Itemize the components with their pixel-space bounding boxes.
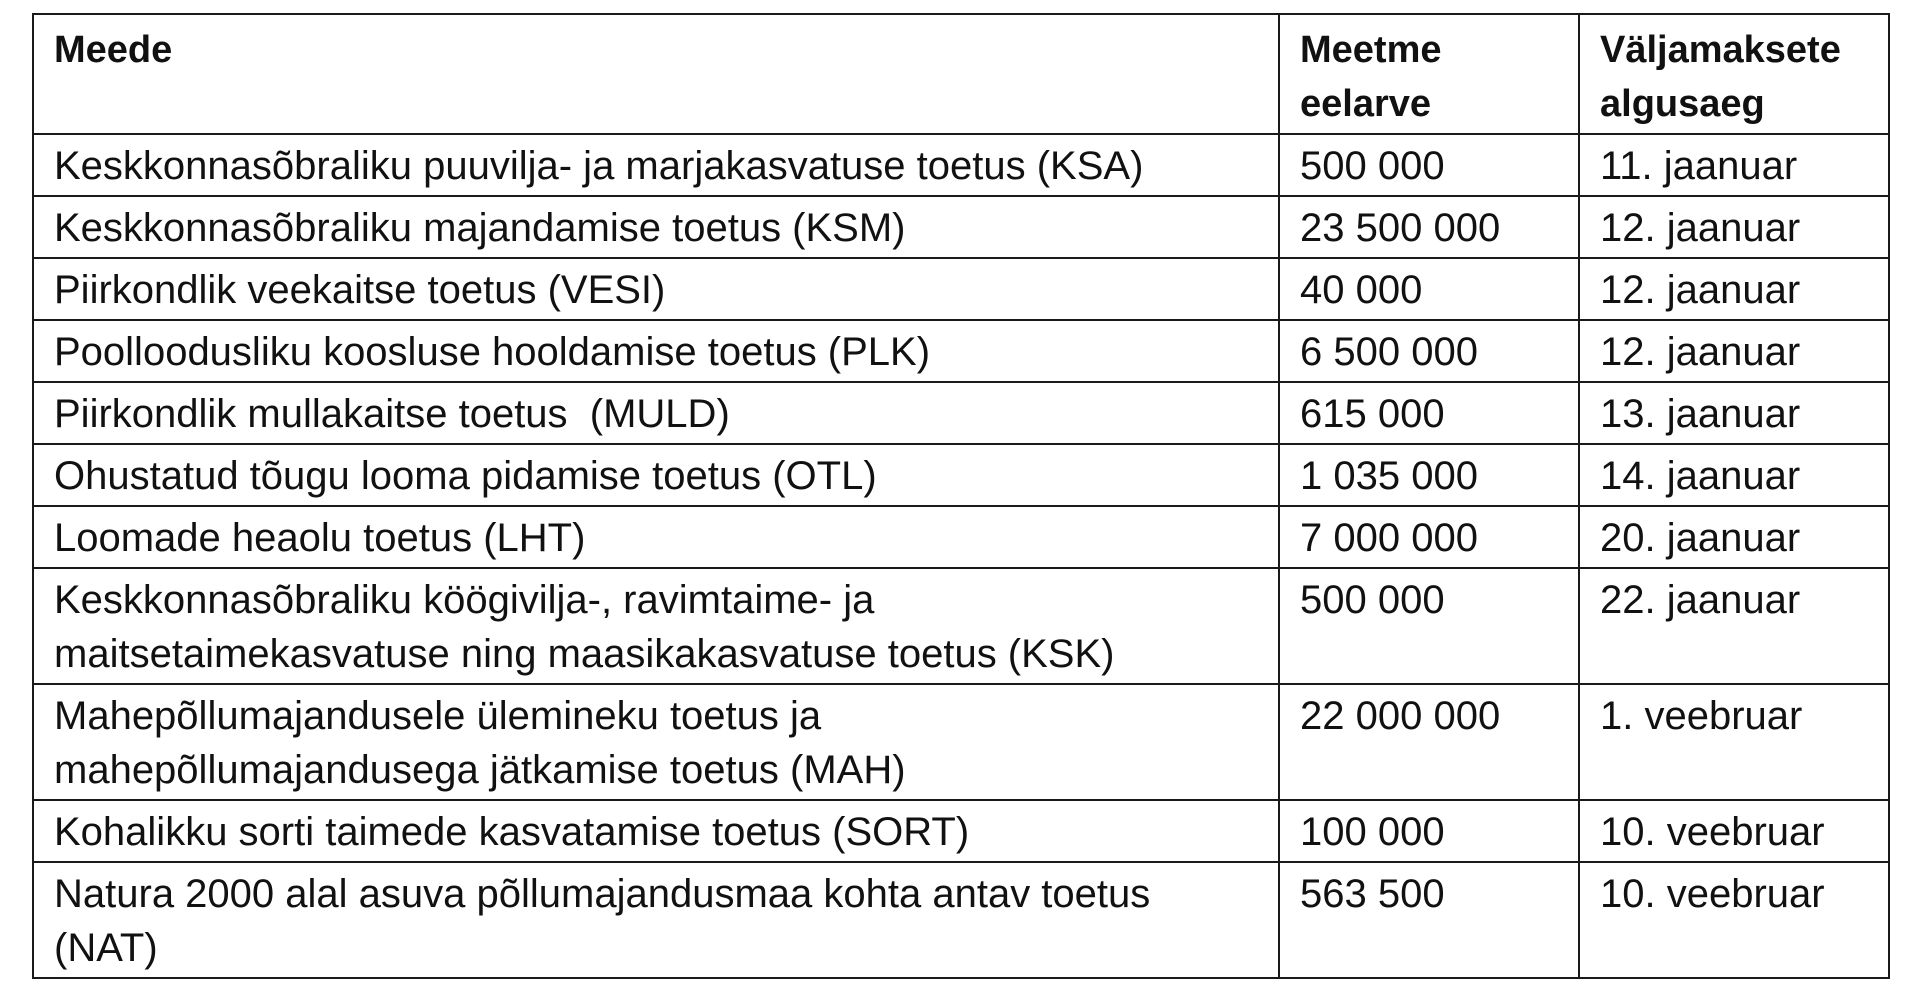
budget-cell: 1 035 000 <box>1279 444 1579 506</box>
budget-cell: 615 000 <box>1279 382 1579 444</box>
payment-start-cell: 14. jaanuar <box>1579 444 1889 506</box>
table-row <box>33 506 1889 568</box>
budget-cell: 23 500 000 <box>1279 196 1579 258</box>
budget-cell: 6 500 000 <box>1279 320 1579 382</box>
measure-cell: Keskkonnasõbraliku majandamise toetus (KSM) <box>33 196 1279 258</box>
budget-cell: 500 000 <box>1279 568 1579 684</box>
payment-start-cell: 10. veebruar <box>1579 862 1889 978</box>
measure-text: Mahepõllumajandusele ülemineku toetus ja mahepõllumajandusega jätkamise toetus (MAH) <box>54 694 906 792</box>
payment-start-cell: 20. jaanuar <box>1579 506 1889 568</box>
measure-cell: Piirkondlik mullakaitse toetus (MULD) <box>33 382 1279 444</box>
table-row <box>33 568 1889 684</box>
measure-cell <box>33 862 1279 978</box>
header-row <box>33 14 1889 134</box>
payment-start-cell: 10. veebruar <box>1579 800 1889 862</box>
table-row <box>33 382 1889 444</box>
table-row <box>33 320 1889 382</box>
payment-start-cell: 1. veebruar <box>1579 684 1889 800</box>
payment-start-cell: 22. jaanuar <box>1579 568 1889 684</box>
measure-cell: Kohalikku sorti taimede kasvatamise toetus (SORT) <box>33 800 1279 862</box>
measure-cell: Loomade heaolu toetus (LHT) <box>33 506 1279 568</box>
budget-cell: 100 000 <box>1279 800 1579 862</box>
payment-schedule-table-wrapper <box>32 13 1890 979</box>
table-row <box>33 196 1889 258</box>
payment-schedule-table <box>32 13 1890 979</box>
measure-text: Keskkonnasõbraliku köögivilja-, ravimtaime- ja maitsetaimekasvatuse ning maasikakasvatuse toetus (KSK) <box>54 578 1115 676</box>
table-row <box>33 684 1889 800</box>
measure-cell <box>33 568 1279 684</box>
measure-cell: Ohustatud tõugu looma pidamise toetus (OTL) <box>33 444 1279 506</box>
payment-start-cell: 12. jaanuar <box>1579 258 1889 320</box>
measure-cell: Poolloodusliku koosluse hooldamise toetus (PLK) <box>33 320 1279 382</box>
budget-cell: 40 000 <box>1279 258 1579 320</box>
payment-start-cell: 12. jaanuar <box>1579 196 1889 258</box>
header-budget <box>1279 14 1579 134</box>
table-row <box>33 800 1889 862</box>
budget-cell: 7 000 000 <box>1279 506 1579 568</box>
table-row <box>33 134 1889 196</box>
header-budget-text: Meetme eelarve <box>1300 29 1442 125</box>
payment-start-cell: 13. jaanuar <box>1579 382 1889 444</box>
header-payment-start <box>1579 14 1889 134</box>
budget-cell: 563 500 <box>1279 862 1579 978</box>
payment-start-cell: 12. jaanuar <box>1579 320 1889 382</box>
payment-start-cell: 11. jaanuar <box>1579 134 1889 196</box>
table-row <box>33 862 1889 978</box>
measure-text: Natura 2000 alal asuva põllumajandusmaa kohta antav toetus (NAT) <box>54 872 1151 970</box>
measure-cell: Piirkondlik veekaitse toetus (VESI) <box>33 258 1279 320</box>
budget-cell: 22 000 000 <box>1279 684 1579 800</box>
header-payment-start-text: Väljamaksete algusaeg <box>1600 29 1841 125</box>
table-row <box>33 258 1889 320</box>
measure-cell: Keskkonnasõbraliku puuvilja- ja marjakasvatuse toetus (KSA) <box>33 134 1279 196</box>
table-row <box>33 444 1889 506</box>
header-measure: Meede <box>33 14 1279 134</box>
measure-cell <box>33 684 1279 800</box>
budget-cell: 500 000 <box>1279 134 1579 196</box>
